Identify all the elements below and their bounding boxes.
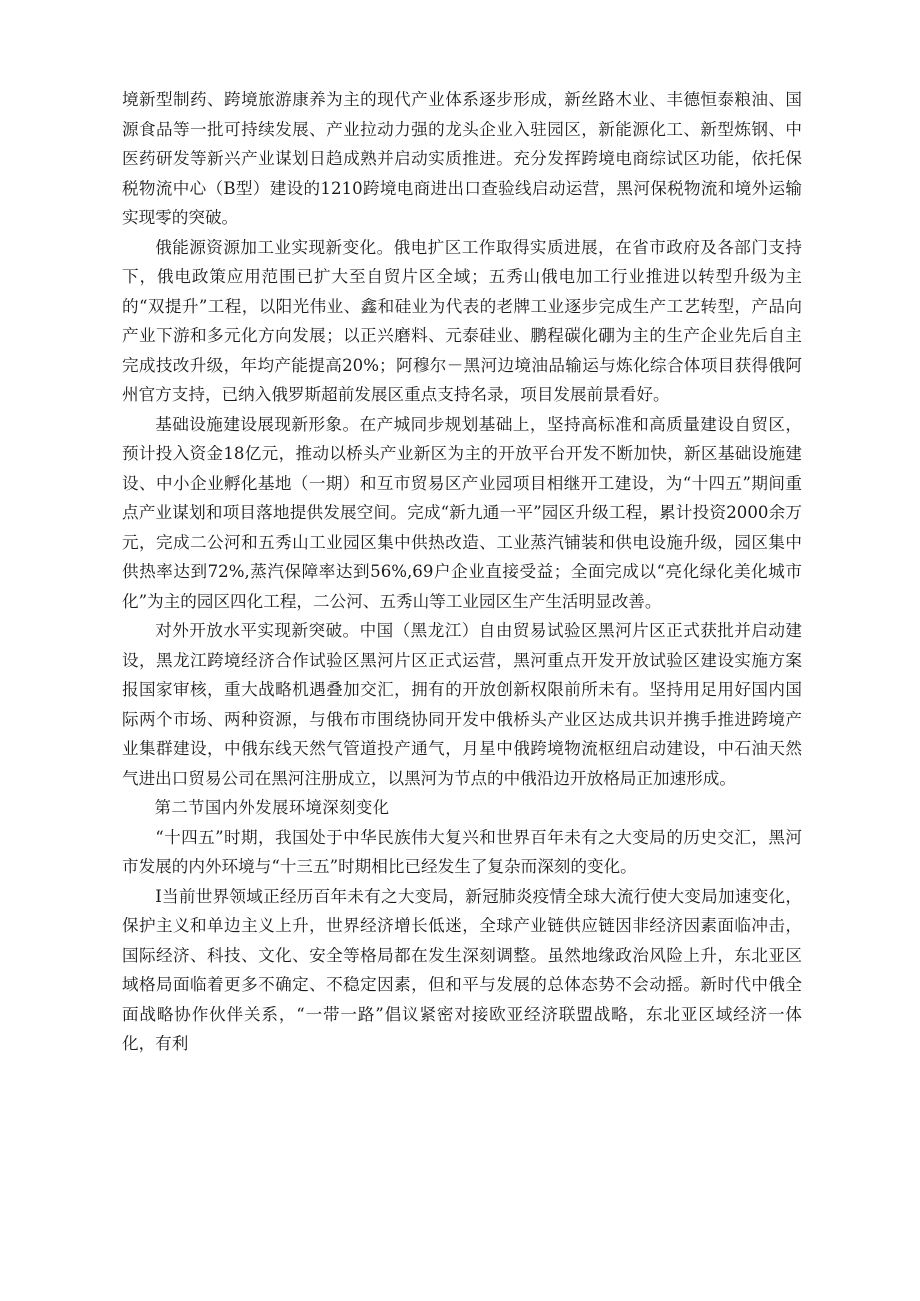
- paragraph-opening-up: 对外开放水平实现新突破。中国（黑龙江）自由贸易试验区黑河片区正式获批并启动建设，黑龙江跨境经济合作试验区黑河片区正式运营，黑河重点开发开放试验区建设实施方案报国家审核，重大战略机遇叠加交汇，拥有的开放创新权限前所未有。坚持用足用好国内国际两个市场、两种资源，与俄布市围绕协同开发中俄桥头产业区达成共识并携手推进跨境产业集群建设，中俄东线天然气管道投产通气，月星中俄跨境物流枢纽启动建设，中石油天然气进出口贸易公司在黑河注册成立，以黑河为节点的中俄沿边开放格局正加速形成。: [122, 621, 802, 788]
- paragraph-global-situation: I当前世界领域正经历百年未有之大变局，新冠肺炎疫情全球大流行使大变局加速变化，保护主义和单边主义上升，世界经济增长低迷，全球产业链供应链因非经济因素面临冲击，国际经济、科技、文化、安全等格局都在发生深刻调整。虽然地缘政治风险上升，东北亚区域格局面临着更多不确定、不稳定因素，但和平与发展的总体态势不会动摇。新时代中俄全面战略协作伙伴关系，“一带一路”倡议紧密对接欧亚经济联盟战略，东北亚区域经济一体化，有利: [122, 886, 802, 1053]
- section-heading: 第二节国内外发展环境深刻变化: [154, 798, 390, 817]
- paragraph-energy-processing: 俄能源资源加工业实现新变化。俄电扩区工作取得实质进展，在省市政府及各部门支持下，俄电政策应用范围已扩大至自贸片区全域；五秀山俄电加工行业推进以转型升级为主的“双提升”工程，以阳光伟业、鑫和硅业为代表的老牌工业逐步完成生产工艺转型，产品向产业下游和多元化方向发展；以正兴磨料、元泰硅业、鹏程碳化硼为主的生产企业先后自主完成技改升级，年均产能提高20%；阿穆尔－黑河边境油品输运与炼化综合体项目获得俄阿州官方支持，已纳入俄罗斯超前发展区重点支持名录，项目发展前景看好。: [122, 237, 802, 404]
- document-page: [122, 85, 802, 1059]
- paragraph-14th-five-year: “十四五”时期，我国处于中华民族伟大复兴和世界百年未有之大变局的历史交汇，黑河市发展的内外环境与“十三五”时期相比已经发生了复杂而深刻的变化。: [122, 827, 802, 876]
- paragraph-infrastructure: 基础设施建设展现新形象。在产城同步规划基础上，坚持高标准和高质量建设自贸区，预计投入资金18亿元，推动以桥头产业新区为主的开放平台开发不断加快，新区基础设施建设、中小企业孵化基地（一期）和互市贸易区产业园项目相继开工建设，为“十四五”期间重点产业谋划和项目落地提供发展空间。完成“新九通一平”园区升级工程，累计投资2000余万元，完成二公河和五秀山工业园区集中供热改造、工业蒸汽铺装和供电设施升级，园区集中供热率达到72%,蒸汽保障率达到56%,69户企业直接受益；全面完成以“亮化绿化美化城市化”为主的园区四化工程，二公河、五秀山等工业园区生产生活明显改善。: [122, 414, 802, 611]
- paragraph-industry-system: 境新型制药、跨境旅游康养为主的现代产业体系逐步形成，新丝路木业、丰德恒泰粮油、国源食品等一批可持续发展、产业拉动力强的龙头企业入驻园区，新能源化工、新型炼钢、中医药研发等新兴产业谋划日趋成熟并启动实质推进。充分发挥跨境电商综试区功能，依托保税物流中心（B型）建设的1210跨境电商进出口查验线启动运营，黑河保税物流和境外运输实现零的突破。: [122, 90, 802, 227]
